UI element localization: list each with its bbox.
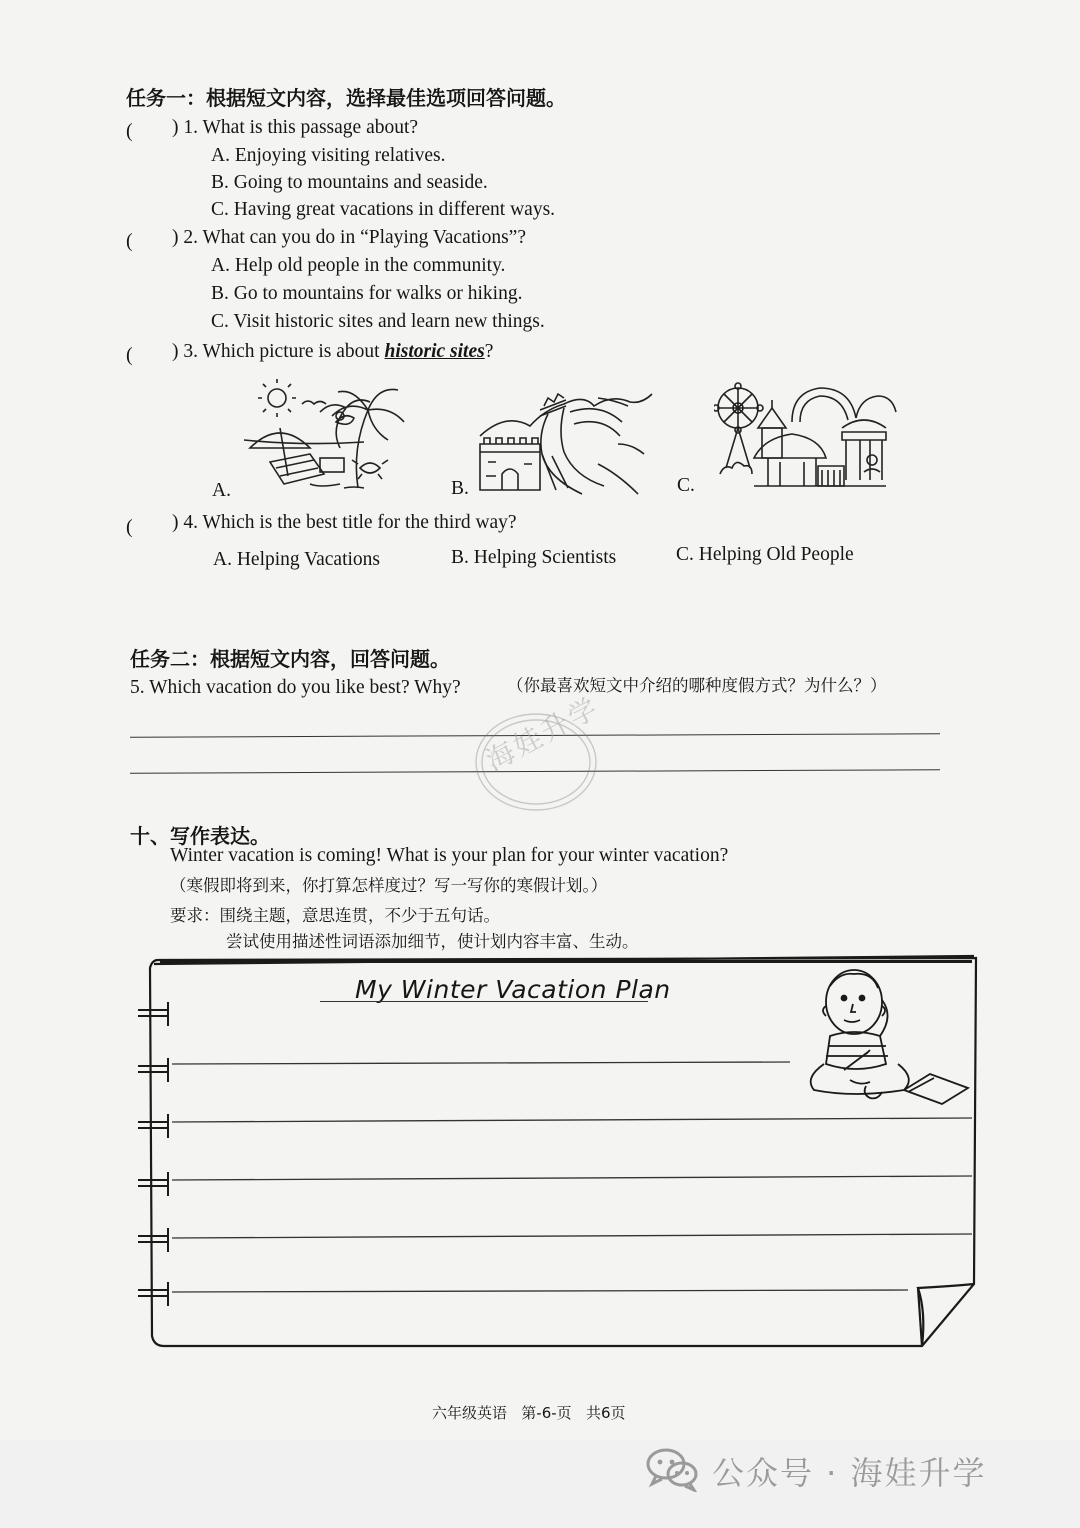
question-4-option-a: A. Helping Vacations <box>213 549 380 570</box>
beach-picture <box>240 378 415 498</box>
picture-label-c: C. <box>677 475 695 496</box>
question-2-option-c: C. Visit historic sites and learn new things. <box>211 311 545 332</box>
writing-heading: 十、写作表达。 <box>130 824 270 848</box>
answer-paren-3: ( <box>126 344 133 366</box>
plan-title: My Winter Vacation Plan <box>355 975 671 1004</box>
writing-line-5[interactable] <box>172 1268 908 1294</box>
stamp-text: 海娃升学 <box>480 690 606 778</box>
plan-title-underline <box>320 1001 648 1002</box>
question-3-stem-end: ? <box>484 341 494 362</box>
writing-line-3[interactable] <box>172 1155 972 1181</box>
question-3-emphasis: historic sites <box>384 341 485 362</box>
writing-line-1[interactable] <box>172 1040 788 1066</box>
question-4-option-b: B. Helping Scientists <box>451 547 617 568</box>
question-1-option-a: A. Enjoying visiting relatives. <box>211 145 446 166</box>
great-wall-picture <box>478 384 656 496</box>
question-2-stem: ) 2. What can you do in “Playing Vacations”? <box>172 227 526 248</box>
question-2-option-b: B. Go to mountains for walks or hiking. <box>211 283 523 304</box>
question-3-stem-start: ) 3. Which picture is about <box>172 341 385 362</box>
picture-label-b: B. <box>451 478 469 499</box>
answer-paren-4: ( <box>126 516 133 538</box>
question-1-stem: ) 1. What is this passage about? <box>172 117 419 138</box>
question-5-chinese: （你最喜欢短文中介绍的哪种度假方式？为什么？） <box>507 676 887 695</box>
amusement-park-picture <box>714 378 898 494</box>
page-footer: 六年级英语 第-6-页 共6页 <box>432 1404 626 1422</box>
question-2-option-a: A. Help old people in the community. <box>211 255 506 276</box>
question-5-stem: 5. Which vacation do you like best? Why? <box>130 677 461 698</box>
writing-line-4[interactable] <box>172 1213 972 1239</box>
question-3-stem <box>172 341 493 363</box>
answer-paren-1: ( <box>126 120 133 142</box>
writing-requirement-1: 要求：围绕主题，意思连贯，不少于五句话。 <box>170 906 500 925</box>
writing-prompt-chinese: （寒假即将到来，你打算怎样度过？写一写你的寒假计划。） <box>170 876 608 895</box>
answer-paren-2: ( <box>126 230 133 252</box>
question-4-option-c: C. Helping Old People <box>676 544 854 565</box>
writing-requirement-2: 尝试使用描述性词语添加细节，使计划内容丰富、生动。 <box>226 932 639 951</box>
task1-heading: 任务一：根据短文内容，选择最佳选项回答问题。 <box>126 86 566 110</box>
task2-heading: 任务二：根据短文内容，回答问题。 <box>130 647 450 671</box>
writing-prompt: Winter vacation is coming! What is your plan for your winter vacation? <box>170 845 729 866</box>
question-1-option-c: C. Having great vacations in different ways. <box>211 199 556 220</box>
watermark-text: 公众号 · 海娃升学 <box>712 1454 987 1492</box>
wechat-icon <box>644 1444 700 1492</box>
question-1-option-b: B. Going to mountains and seaside. <box>211 172 488 193</box>
question-4-stem: ) 4. Which is the best title for the third way? <box>172 512 517 533</box>
writing-line-2[interactable] <box>172 1097 972 1123</box>
picture-label-a: A. <box>212 480 231 501</box>
